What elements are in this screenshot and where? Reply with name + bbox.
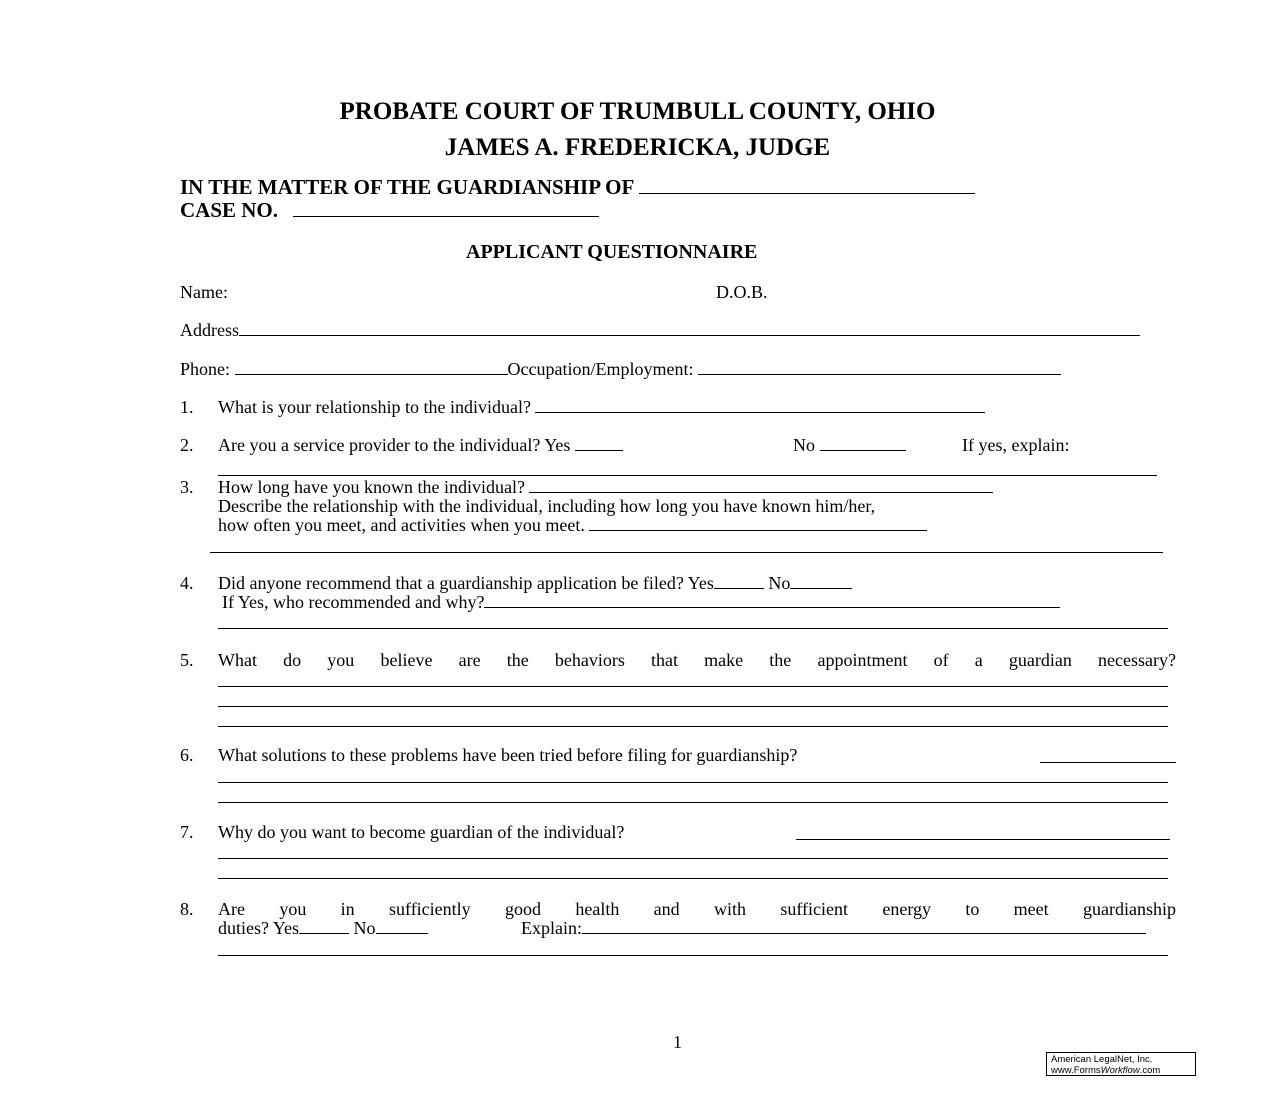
q4-text: Did anyone recommend that a guardianship application be filed? Yes	[218, 573, 714, 593]
case-label: CASE NO.	[180, 198, 279, 222]
logo-text: .com	[1139, 1065, 1161, 1076]
logo-line-2	[1051, 1065, 1195, 1076]
q3-line3	[218, 515, 927, 535]
q7-answer-line[interactable]	[218, 878, 1168, 879]
q4-number: 4.	[180, 573, 194, 593]
q4-line2-text: If Yes, who recommended and why?	[222, 592, 485, 612]
q3-line3-text: how often you meet, and activities when you meet.	[218, 515, 585, 535]
q5-answer-line[interactable]	[218, 706, 1168, 707]
q1-text: What is your relationship to the individual?	[218, 397, 531, 417]
q5-answer-line[interactable]	[218, 686, 1168, 687]
q2-text: Are you a service provider to the individual? Yes	[218, 435, 571, 455]
q5-text: What do you believe are the behaviors that make the appointment of a guardian necessary?	[218, 650, 1176, 670]
q6-text: What solutions to these problems have been tried before filing for guardianship?	[218, 745, 798, 765]
phone-line	[180, 359, 1061, 379]
judge-title: JAMES A. FREDERICKA, JUDGE	[444, 134, 831, 161]
occupation-label: Occupation/Employment:	[507, 359, 694, 379]
name-label: Name:	[180, 282, 228, 302]
q5-answer-line[interactable]	[218, 726, 1168, 727]
q4-line2	[222, 592, 1060, 612]
q8-no-label: No	[353, 918, 376, 938]
q6-answer-field[interactable]	[1040, 762, 1176, 763]
phone-label: Phone:	[180, 359, 231, 379]
q8-yes-field[interactable]	[299, 918, 349, 934]
q2-explain-field[interactable]	[218, 475, 1157, 476]
q4-answer-line[interactable]	[218, 628, 1168, 629]
q8-explain-field[interactable]	[582, 918, 1146, 934]
question-1	[218, 397, 985, 417]
q8-no-field[interactable]	[376, 918, 428, 934]
dob-label: D.O.B.	[716, 282, 768, 302]
q4-no-field[interactable]	[790, 573, 852, 589]
q6-answer-line[interactable]	[218, 802, 1168, 803]
q3-number: 3.	[180, 477, 194, 497]
address-line	[180, 320, 1140, 340]
logo-text: www.Forms	[1051, 1065, 1101, 1076]
q2-no-label: No	[793, 435, 815, 455]
q7-number: 7.	[180, 822, 194, 842]
question-3	[218, 477, 993, 497]
q3-answer-line[interactable]	[210, 552, 1163, 553]
question-4	[218, 573, 852, 593]
q3-duration-field[interactable]	[529, 477, 993, 493]
case-line	[180, 198, 599, 222]
q3-line2: Describe the relationship with the individual, including how long you have known him/her,	[218, 496, 876, 516]
q2-explain-label: If yes, explain:	[962, 435, 1070, 455]
question-2	[218, 435, 623, 455]
ward-name-field[interactable]	[639, 178, 975, 194]
q8-number: 8.	[180, 899, 194, 919]
q7-answer-line[interactable]	[218, 858, 1168, 859]
q8-answer-line[interactable]	[218, 955, 1168, 956]
phone-field[interactable]	[235, 359, 508, 375]
q2-no	[793, 435, 906, 455]
q2-yes-field[interactable]	[575, 435, 623, 451]
q3-describe-field[interactable]	[589, 515, 927, 531]
occupation-field[interactable]	[698, 359, 1061, 375]
q1-answer-field[interactable]	[535, 397, 985, 413]
page-number: 1	[673, 1032, 682, 1052]
q4-no-label: No	[768, 573, 791, 593]
q8-explain	[521, 918, 1146, 938]
case-number-field[interactable]	[293, 201, 599, 217]
q3-text: How long have you known the individual?	[218, 477, 525, 497]
matter-label: IN THE MATTER OF THE GUARDIANSHIP OF	[180, 175, 634, 199]
address-label: Address	[180, 320, 239, 340]
address-field[interactable]	[239, 320, 1140, 336]
q7-answer-field[interactable]	[796, 839, 1170, 840]
matter-line	[180, 175, 975, 199]
q4-yes-field[interactable]	[714, 573, 764, 589]
logo-text: Workflow	[1100, 1065, 1140, 1076]
court-title: PROBATE COURT OF TRUMBULL COUNTY, OHIO	[339, 98, 936, 125]
logo-line-1: American LegalNet, Inc.	[1051, 1054, 1153, 1065]
q8-text: Are you in sufficiently good health and with sufficient energy to meet guardianship	[218, 899, 1176, 919]
q8-explain-label: Explain:	[521, 918, 582, 938]
q2-number: 2.	[180, 435, 194, 455]
american-legalnet-logo	[1046, 1052, 1196, 1076]
q1-number: 1.	[180, 397, 194, 417]
q6-answer-line[interactable]	[218, 782, 1168, 783]
q5-number: 5.	[180, 650, 194, 670]
q6-number: 6.	[180, 745, 194, 765]
q4-who-field[interactable]	[484, 592, 1060, 608]
q7-text: Why do you want to become guardian of the individual?	[218, 822, 625, 842]
q8-line2	[218, 918, 428, 938]
form-title: APPLICANT QUESTIONNAIRE	[466, 241, 758, 263]
q8-yes-label: duties? Yes	[218, 918, 300, 938]
q2-no-field[interactable]	[820, 435, 906, 451]
